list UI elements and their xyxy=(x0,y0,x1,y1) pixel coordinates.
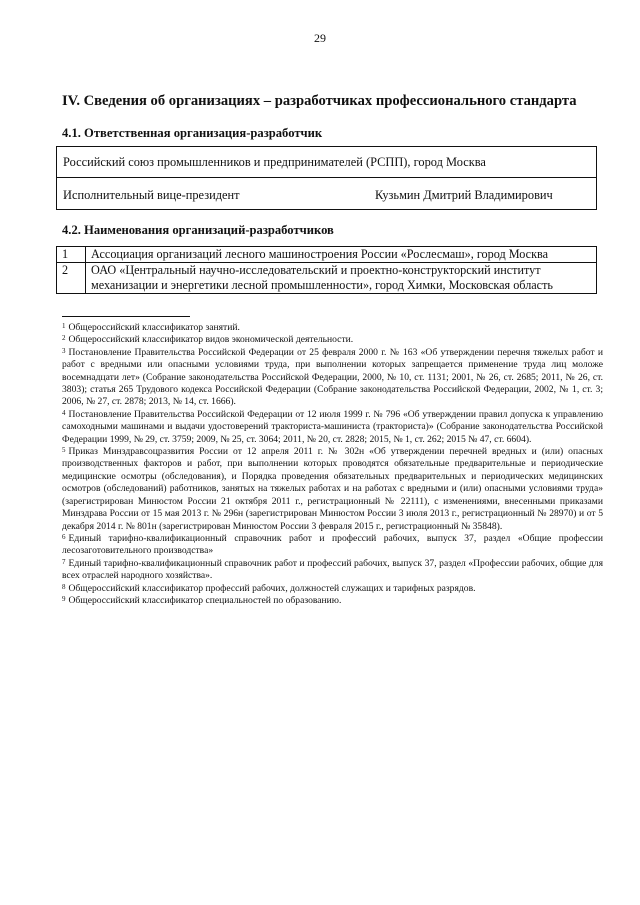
table-row xyxy=(57,247,597,263)
footnote-mark: 9 xyxy=(62,594,66,603)
row-number: 2 xyxy=(57,263,86,294)
footnote xyxy=(62,322,603,334)
responsible-position: Исполнительный вице-президент xyxy=(63,188,240,202)
footnote-mark: 1 xyxy=(62,322,66,330)
footnote-text: Приказ Минздравсоцразвития России от 12 апреля 2011 г. № 302н «Об утверждении перечней вредных и (или) опасных производственных факторов и работ, при выполнении которых проводятся обязательные предварительные и периодические медицинские осмотры (обследования), и Порядка проведения обязательных предварительных и периодических медицинских осмотров (обследований) работников, занятых на тяжелых работах и на работах с вредными и (или) опасными условиями труда» (зарегистрирован Минюстом России 21 октября 2011 г., регистрационный № 22111), с изменениями, внесенными приказами Минздрава России от 15 мая 2013 г. № 296н (зарегистрирован Минюстом России 3 июля 2013 г., регистрационный № 28970) и от 5 декабря 2014 г. № 801н (зарегистрирован Минюстом России 3 февраля 2015 г., регистрационный № 35848). xyxy=(62,446,603,532)
footnote xyxy=(62,347,603,409)
footnote-text: Постановление Правительства Российской Федерации от 25 февраля 2000 г. № 163 «Об утверждении перечня тяжелых работ и работ с вредными или опасными условиями труда, при выполнении которых запрещается применение труда лиц моложе восемнадцати лет» (Собрание законодательства Российской Федерации, 2000, № 10, ст. 1131; 2001, № 26, ст. 2685; 2011, № 26, ст. 3803); статья 265 Трудового кодекса Российской Федерации (Собрание законодательства Российской Федерации, 2002, № 1, ст. 3; 2006, № 27, ст. 2878; 2013, № 14, ст. 1666). xyxy=(62,346,603,408)
page-number: 29 xyxy=(314,31,326,45)
footnote xyxy=(62,334,603,346)
responsible-org-table xyxy=(56,146,597,210)
row-number: 1 xyxy=(57,247,86,263)
footnote-text: Общероссийский классификатор занятий. xyxy=(68,322,240,333)
footnotes xyxy=(62,322,603,607)
footnote-mark: 8 xyxy=(62,582,66,591)
responsible-org-row xyxy=(57,147,596,178)
footnote-text: Постановление Правительства Российской Федерации от 12 июля 1999 г. № 796 «Об утверждении правил допуска к управлению самоходными машинами и выдачи удостоверений тракториста-машиниста (тракториста)» (Собрание законодательства Российской Федерации 1999, № 29, ст. 3759; 2009, № 25, ст. 3064; 2011, № 20, ст. 2828; 2015, № 1, ст. 262; 2015 № 47, ст. 6604). xyxy=(62,408,603,445)
table-row xyxy=(57,263,597,294)
footnote-text: Общероссийский классификатор профессий рабочих, должностей служащих и тарифных разрядов. xyxy=(68,582,476,594)
footnote-mark: 6 xyxy=(62,532,66,541)
footnote-mark: 2 xyxy=(62,334,66,343)
developer-orgs-table xyxy=(56,246,597,294)
footnote xyxy=(62,583,603,595)
footnote xyxy=(62,533,603,558)
org-name: ОАО «Центральный научно-исследовательский и проектно-конструкторский институт механизации и энергетики лесной промышленности», город Химки, Московская область xyxy=(86,263,597,294)
footnote-text: Общероссийский классификатор видов экономической деятельности. xyxy=(68,334,354,346)
org-name: Ассоциация организаций лесного машиностроения России «Рослесмаш», город Москва xyxy=(86,247,597,263)
footnote-mark: 4 xyxy=(62,408,66,417)
footnote-mark: 3 xyxy=(62,346,66,355)
footnote xyxy=(62,446,603,533)
responsible-org-name: Российский союз промышленников и предпринимателей (РСПП), город Москва xyxy=(63,155,486,169)
section-title: IV. Сведения об организациях – разработчиках профессионального стандарта xyxy=(62,93,577,109)
footnote xyxy=(62,595,603,607)
footnote-text: Общероссийский классификатор специальностей по образованию. xyxy=(68,594,342,606)
footnote-text: Единый тарифно-квалификационный справочник работ и профессий рабочих, выпуск 37, раздел «Общие профессии лесозаготовительного производства» xyxy=(62,532,603,557)
footnote-divider xyxy=(62,316,190,317)
responsible-person: Кузьмин Дмитрий Владимирович xyxy=(375,188,553,202)
footnote xyxy=(62,558,603,583)
developer-orgs-heading: 4.2. Наименования организаций-разработчиков xyxy=(62,223,334,237)
footnote xyxy=(62,409,603,446)
footnote-mark: 7 xyxy=(62,557,66,566)
footnote-mark: 5 xyxy=(62,446,66,455)
responsible-org-heading: 4.1. Ответственная организация-разработчик xyxy=(62,126,323,140)
footnote-text: Единый тарифно-квалификационный справочник работ и профессий рабочих, выпуск 37, раздел «Профессии рабочих, общие для всех отраслей народного хозяйства». xyxy=(62,557,603,582)
